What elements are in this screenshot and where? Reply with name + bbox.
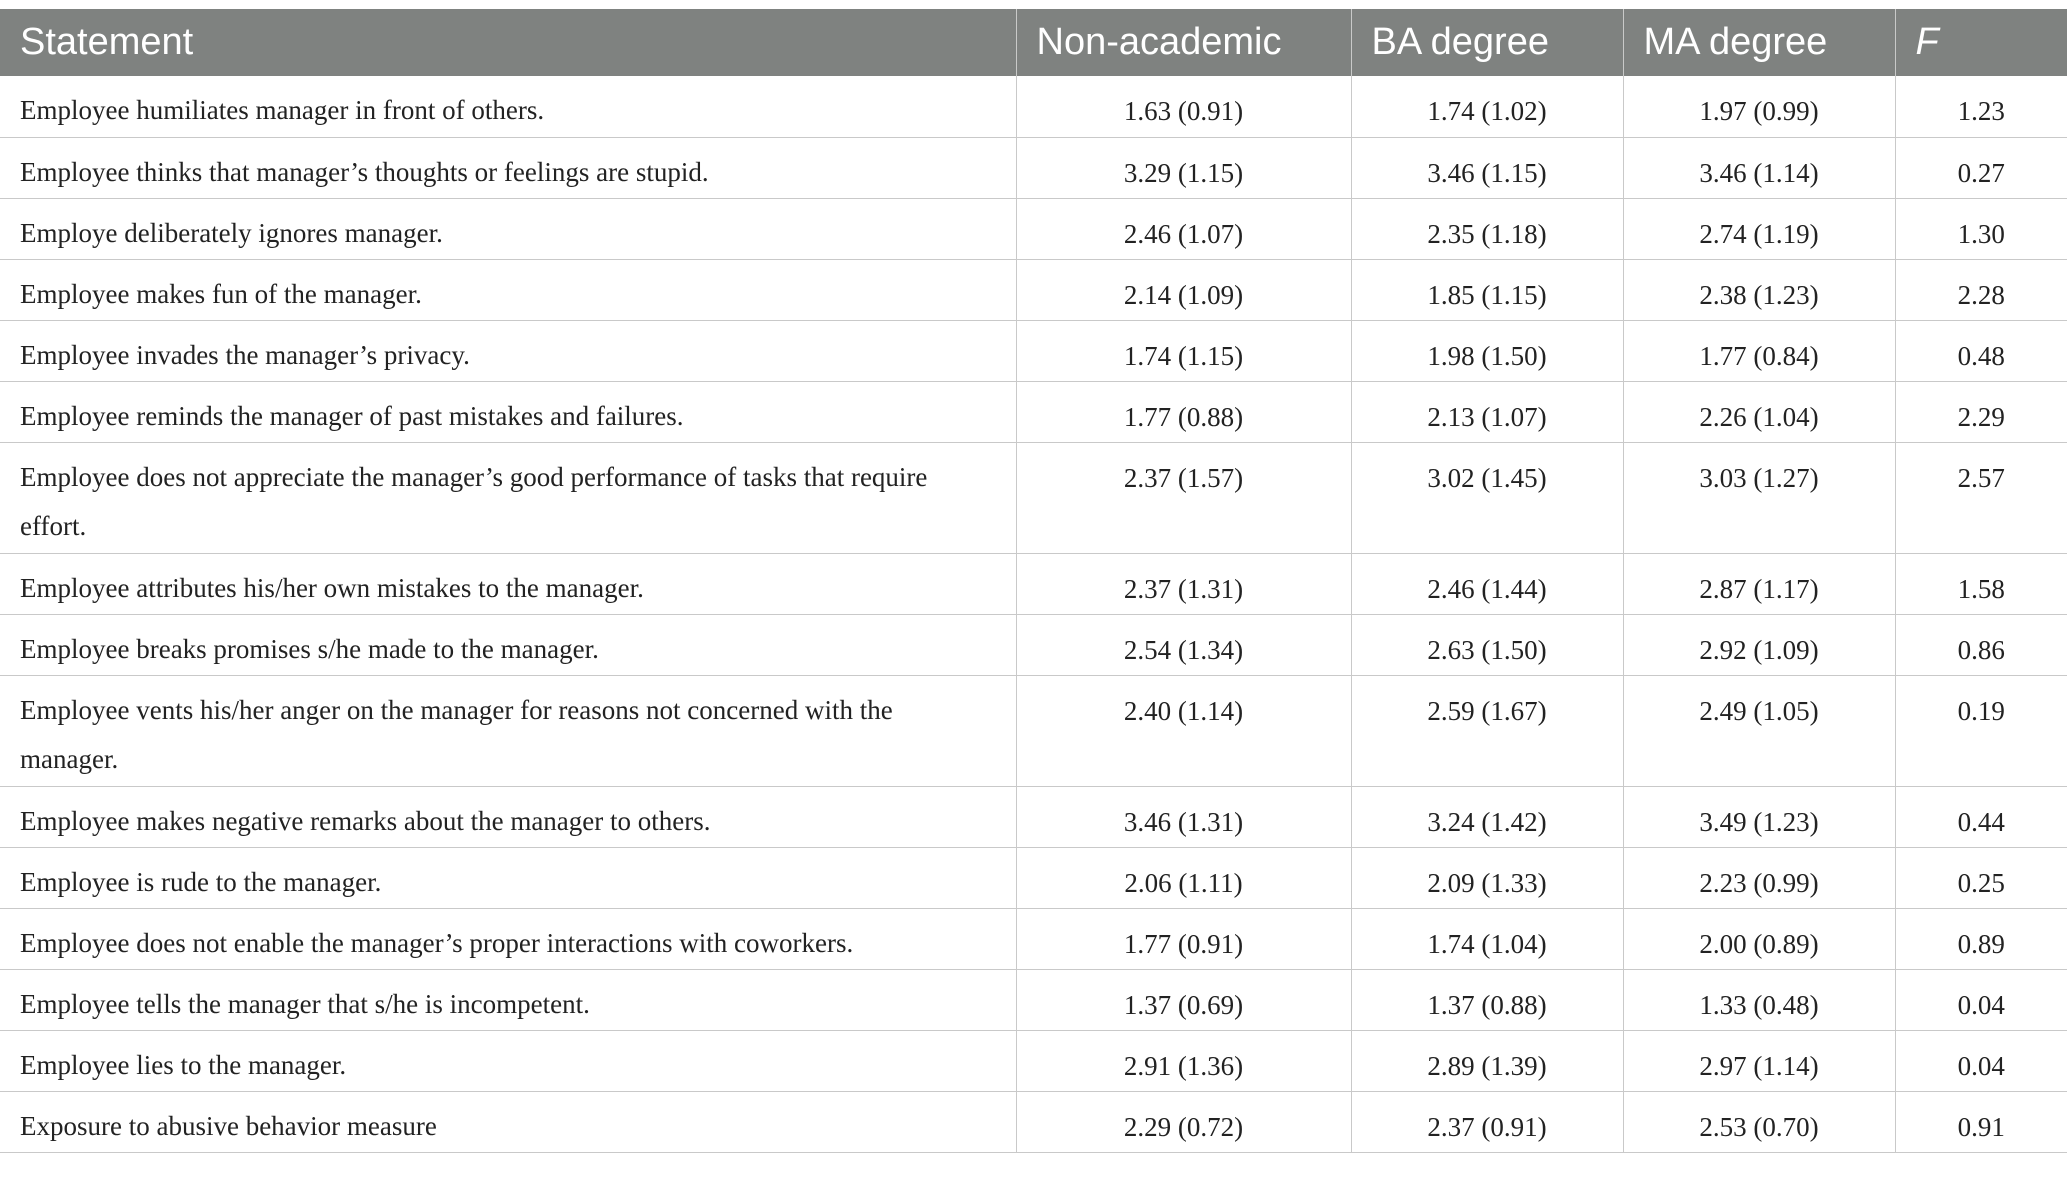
data-table-container bbox=[0, 9, 2067, 1153]
cell-ba-degree: 1.85 (1.15) bbox=[1351, 259, 1623, 320]
cell-f-statistic: 2.28 bbox=[1895, 259, 2067, 320]
cell-ba-degree: 2.13 (1.07) bbox=[1351, 381, 1623, 442]
cell-ba-degree: 2.63 (1.50) bbox=[1351, 614, 1623, 675]
cell-statement: Employee lies to the manager. bbox=[0, 1030, 1016, 1091]
cell-ba-degree: 1.37 (0.88) bbox=[1351, 969, 1623, 1030]
table-body bbox=[0, 76, 2067, 1152]
table-row bbox=[0, 137, 2067, 198]
cell-ma-degree: 2.38 (1.23) bbox=[1623, 259, 1895, 320]
cell-non-academic: 1.77 (0.91) bbox=[1016, 908, 1351, 969]
cell-ba-degree: 2.09 (1.33) bbox=[1351, 847, 1623, 908]
cell-non-academic: 3.29 (1.15) bbox=[1016, 137, 1351, 198]
cell-non-academic: 2.37 (1.57) bbox=[1016, 442, 1351, 553]
cell-non-academic: 2.37 (1.31) bbox=[1016, 553, 1351, 614]
cell-statement: Employee humiliates manager in front of others. bbox=[0, 76, 1016, 137]
table-row bbox=[0, 1030, 2067, 1091]
header-statement: Statement bbox=[0, 9, 1016, 76]
cell-statement: Employee thinks that manager’s thoughts or feelings are stupid. bbox=[0, 137, 1016, 198]
cell-f-statistic: 0.89 bbox=[1895, 908, 2067, 969]
header-ma-degree: MA degree bbox=[1623, 9, 1895, 76]
table-row bbox=[0, 908, 2067, 969]
cell-ma-degree: 3.46 (1.14) bbox=[1623, 137, 1895, 198]
cell-ma-degree: 2.00 (0.89) bbox=[1623, 908, 1895, 969]
cell-ba-degree: 3.46 (1.15) bbox=[1351, 137, 1623, 198]
cell-ma-degree: 2.23 (0.99) bbox=[1623, 847, 1895, 908]
cell-f-statistic: 0.86 bbox=[1895, 614, 2067, 675]
cell-ma-degree: 2.26 (1.04) bbox=[1623, 381, 1895, 442]
cell-ma-degree: 3.03 (1.27) bbox=[1623, 442, 1895, 553]
table-row bbox=[0, 847, 2067, 908]
cell-statement: Exposure to abusive behavior measure bbox=[0, 1091, 1016, 1152]
cell-ma-degree: 3.49 (1.23) bbox=[1623, 786, 1895, 847]
table-row bbox=[0, 786, 2067, 847]
cell-statement: Employee tells the manager that s/he is incompetent. bbox=[0, 969, 1016, 1030]
table-row bbox=[0, 259, 2067, 320]
table-row bbox=[0, 614, 2067, 675]
cell-f-statistic: 0.04 bbox=[1895, 969, 2067, 1030]
cell-f-statistic: 0.48 bbox=[1895, 320, 2067, 381]
header-ba-degree: BA degree bbox=[1351, 9, 1623, 76]
table-row bbox=[0, 381, 2067, 442]
cell-non-academic: 2.46 (1.07) bbox=[1016, 198, 1351, 259]
cell-ma-degree: 2.87 (1.17) bbox=[1623, 553, 1895, 614]
header-f-statistic: F bbox=[1915, 21, 1939, 63]
header-row bbox=[0, 9, 2067, 76]
table-row bbox=[0, 553, 2067, 614]
cell-statement: Employee does not appreciate the manager’s good performance of tasks that require effort. bbox=[0, 442, 1016, 553]
cell-statement: Employee makes fun of the manager. bbox=[0, 259, 1016, 320]
table-row bbox=[0, 320, 2067, 381]
cell-f-statistic: 1.30 bbox=[1895, 198, 2067, 259]
cell-f-statistic: 0.44 bbox=[1895, 786, 2067, 847]
cell-non-academic: 2.14 (1.09) bbox=[1016, 259, 1351, 320]
table-row bbox=[0, 969, 2067, 1030]
cell-non-academic: 2.40 (1.14) bbox=[1016, 675, 1351, 786]
cell-f-statistic: 0.91 bbox=[1895, 1091, 2067, 1152]
cell-ma-degree: 2.97 (1.14) bbox=[1623, 1030, 1895, 1091]
cell-ba-degree: 2.35 (1.18) bbox=[1351, 198, 1623, 259]
cell-non-academic: 1.74 (1.15) bbox=[1016, 320, 1351, 381]
cell-ma-degree: 2.74 (1.19) bbox=[1623, 198, 1895, 259]
cell-non-academic: 1.63 (0.91) bbox=[1016, 76, 1351, 137]
cell-non-academic: 2.54 (1.34) bbox=[1016, 614, 1351, 675]
cell-f-statistic: 0.04 bbox=[1895, 1030, 2067, 1091]
cell-statement: Employee does not enable the manager’s proper interactions with coworkers. bbox=[0, 908, 1016, 969]
cell-non-academic: 1.37 (0.69) bbox=[1016, 969, 1351, 1030]
cell-ba-degree: 2.37 (0.91) bbox=[1351, 1091, 1623, 1152]
cell-ba-degree: 1.98 (1.50) bbox=[1351, 320, 1623, 381]
cell-ba-degree: 2.46 (1.44) bbox=[1351, 553, 1623, 614]
cell-statement: Employee vents his/her anger on the manager for reasons not concerned with the manager. bbox=[0, 675, 1016, 786]
cell-ba-degree: 1.74 (1.02) bbox=[1351, 76, 1623, 137]
table-row bbox=[0, 675, 2067, 786]
cell-f-statistic: 2.57 bbox=[1895, 442, 2067, 553]
cell-ba-degree: 2.59 (1.67) bbox=[1351, 675, 1623, 786]
cell-ba-degree: 3.24 (1.42) bbox=[1351, 786, 1623, 847]
cell-statement: Employee invades the manager’s privacy. bbox=[0, 320, 1016, 381]
cell-non-academic: 2.29 (0.72) bbox=[1016, 1091, 1351, 1152]
cell-statement: Employee is rude to the manager. bbox=[0, 847, 1016, 908]
cell-f-statistic: 0.19 bbox=[1895, 675, 2067, 786]
cell-statement: Employee breaks promises s/he made to the manager. bbox=[0, 614, 1016, 675]
cell-ba-degree: 1.74 (1.04) bbox=[1351, 908, 1623, 969]
table-row bbox=[0, 442, 2067, 553]
cell-non-academic: 3.46 (1.31) bbox=[1016, 786, 1351, 847]
cell-statement: Employee reminds the manager of past mistakes and failures. bbox=[0, 381, 1016, 442]
table-row bbox=[0, 1091, 2067, 1152]
cell-f-statistic: 0.27 bbox=[1895, 137, 2067, 198]
cell-ma-degree: 1.77 (0.84) bbox=[1623, 320, 1895, 381]
cell-ma-degree: 2.92 (1.09) bbox=[1623, 614, 1895, 675]
cell-f-statistic: 1.23 bbox=[1895, 76, 2067, 137]
cell-ma-degree: 1.33 (0.48) bbox=[1623, 969, 1895, 1030]
cell-ma-degree: 1.97 (0.99) bbox=[1623, 76, 1895, 137]
cell-f-statistic: 0.25 bbox=[1895, 847, 2067, 908]
table-row bbox=[0, 76, 2067, 137]
table-header bbox=[0, 9, 2067, 76]
table-row bbox=[0, 198, 2067, 259]
cell-f-statistic: 2.29 bbox=[1895, 381, 2067, 442]
cell-ma-degree: 2.53 (0.70) bbox=[1623, 1091, 1895, 1152]
cell-non-academic: 2.06 (1.11) bbox=[1016, 847, 1351, 908]
cell-non-academic: 1.77 (0.88) bbox=[1016, 381, 1351, 442]
cell-ba-degree: 3.02 (1.45) bbox=[1351, 442, 1623, 553]
cell-ba-degree: 2.89 (1.39) bbox=[1351, 1030, 1623, 1091]
header-non-academic: Non-academic bbox=[1016, 9, 1351, 76]
cell-ma-degree: 2.49 (1.05) bbox=[1623, 675, 1895, 786]
cell-non-academic: 2.91 (1.36) bbox=[1016, 1030, 1351, 1091]
cell-statement: Employee makes negative remarks about the manager to others. bbox=[0, 786, 1016, 847]
cell-statement: Employee attributes his/her own mistakes to the manager. bbox=[0, 553, 1016, 614]
data-table bbox=[0, 9, 2067, 1153]
cell-statement: Employe deliberately ignores manager. bbox=[0, 198, 1016, 259]
cell-f-statistic: 1.58 bbox=[1895, 553, 2067, 614]
